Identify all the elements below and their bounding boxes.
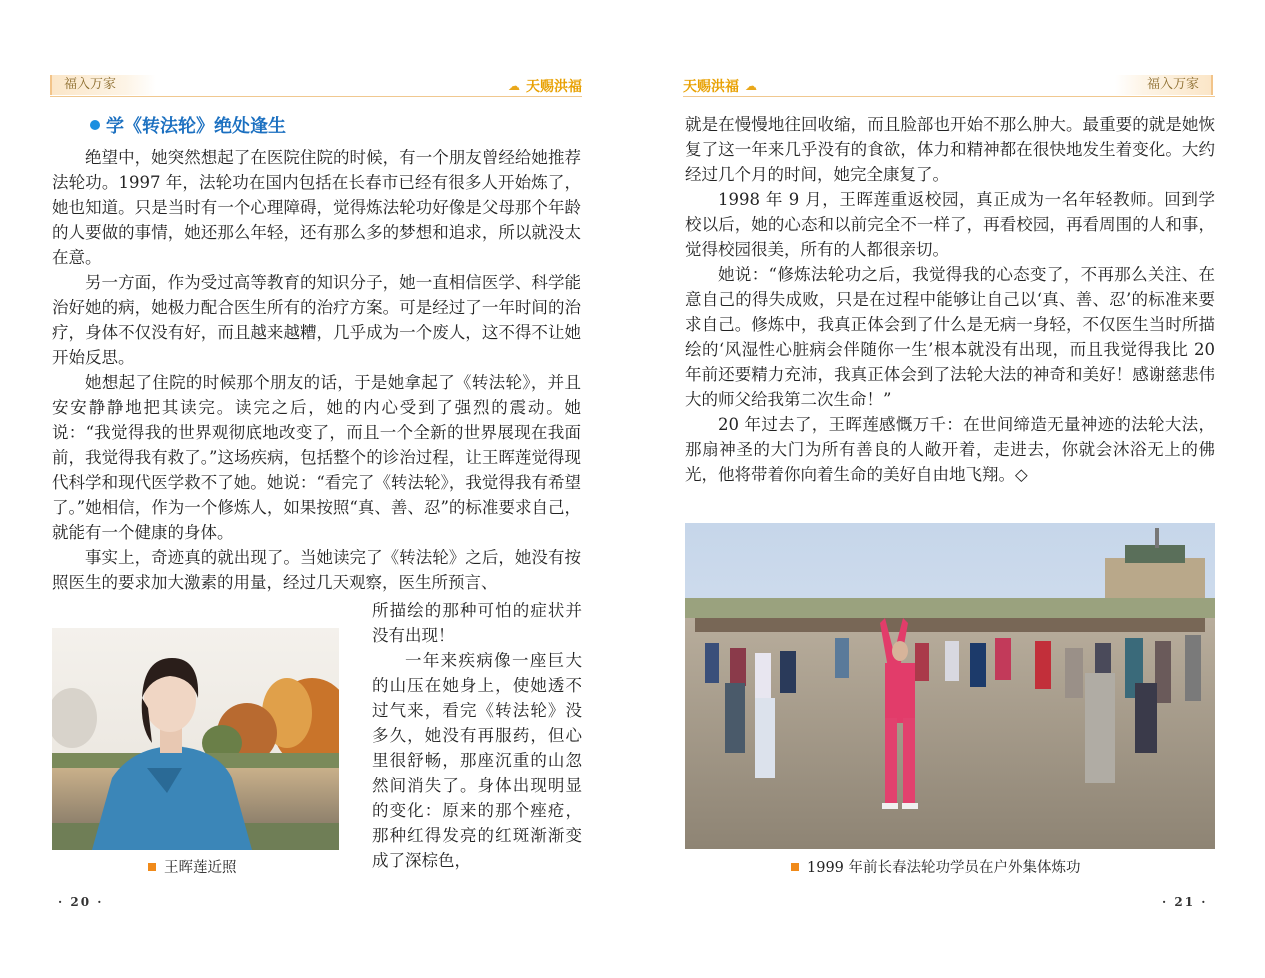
paragraph: 事实上，奇迹真的就出现了。当她读完了《转法轮》之后，她没有按照医生的要求加大激素的用量，经过几天观察，医生所预言、 <box>52 548 581 592</box>
group-exercise-photo-art <box>685 523 1215 849</box>
section-title-text: 学《转法轮》绝处逢生 <box>106 116 286 137</box>
photo-caption <box>148 856 237 877</box>
bullet-icon <box>90 120 100 130</box>
section-title <box>90 112 286 138</box>
header-title-text: 天赐洪福 <box>683 79 739 95</box>
paragraph: 她想起了住院的时候那个朋友的话，于是她拿起了《转法轮》，并且安安静静地把其读完。读完之后，她的内心受到了强烈的震动。她说：“我觉得我的世界观彻底地改变了，而且一个全新的世界展现在我面前，我觉得我有救了。”这场疾病，包括整个的诊治过程，让王晖莲觉得现代科学和现代医学救不了她。她说：“看完了《转法轮》，我觉得我有希望了。”她相信，作为一个修炼人，如果按照“真、善、忍”的标准要求自己，就能有一个健康的身体。 <box>52 373 581 542</box>
paragraph: 她说：“修炼法轮功之后，我觉得我的心态变了，不再那么关注、在意自己的得失成败，只是在过程中能够让自己以‘真、善、忍’的标准来要求自己。修炼中，我真正体会到了什么是无病一身轻，不仅医生当时所描绘的‘风湿性心脏病会伴随你一生’根本就没有出现，而且我觉得我比 20 年前还要精力充沛，我真正体会到了法轮大法的神奇和美好！感谢慈悲伟大的师父给我第二次生命！” <box>685 265 1215 409</box>
right-page <box>633 0 1265 978</box>
paragraph: 就是在慢慢地往回收缩，而且脸部也开始不那么肿大。最重要的就是她恢复了这一年来几乎没有的食欲，体力和精神都在很快地发生着变化。大约经过几个月的时间，她完全康复了。 <box>685 115 1215 184</box>
paragraph: 绝望中，她突然想起了在医院住院的时候，有一个朋友曾经给她推荐法轮功。1997 年，法轮功在国内包括在长春市已经有很多人开始炼了，她也知道。只是当时有一个心理障碍，觉得炼法轮功好像是父母那个年龄的人要做的事情，她还那么年轻，还有那么多的梦想和追求，所以就没太在意。 <box>52 148 581 267</box>
paragraph: 1998 年 9 月，王晖莲重返校园，真正成为一名年轻教师。回到学校以后，她的心态和以前完全不一样了，再看校园，再看周围的人和事，觉得校园很美，所有的人都很亲切。 <box>685 190 1215 259</box>
cloud-ornament-icon: ☁ <box>745 79 757 93</box>
header-divider <box>683 96 1215 97</box>
paragraph: 另一方面，作为受过高等教育的知识分子，她一直相信医学、科学能治好她的病，她极力配合医生所有的治疗方案。可是经过了一年时间的治疗，身体不仅没有好，而且越来越糟，几乎成为一个废人，这不得不让她开始反思。 <box>52 273 581 367</box>
body-text <box>52 145 581 595</box>
paragraph: 20 年过去了，王晖莲感慨万千：在世间缔造无量神迹的法轮大法，那扇神圣的大门为所有善良的人敞开着，走进去，你就会沐浴无上的佛光，他将带着你向着生命的美好自由地飞翔。◇ <box>685 415 1215 484</box>
header-title <box>683 76 757 96</box>
header-tab: 福入万家 <box>50 75 156 95</box>
header-divider <box>50 96 582 97</box>
header-title-text: 天赐洪福 <box>526 79 582 95</box>
header-title <box>508 76 582 96</box>
paragraph: 所描绘的那种可怕的症状并没有出现！ <box>372 601 582 645</box>
photo-caption-text: 王晖莲近照 <box>164 860 237 876</box>
photo-caption-text: 1999 年前长春法轮功学员在户外集体炼功 <box>807 860 1081 876</box>
square-bullet-icon <box>148 863 156 871</box>
portrait-photo-art <box>52 628 339 850</box>
group-exercise-photo <box>685 523 1215 849</box>
header-tab: 福入万家 <box>1115 75 1213 95</box>
cloud-ornament-icon: ☁ <box>508 79 520 93</box>
portrait-photo <box>52 628 339 850</box>
page-number: · 21 · <box>1162 895 1208 909</box>
square-bullet-icon <box>791 863 799 871</box>
paragraph: 一年来疾病像一座巨大的山压在她身上，使她透不过气来，看完《转法轮》没多久，她没有再服药，但心里很舒畅，那座沉重的山忽然间消失了。身体出现明显的变化：原来的那个痤疮，那种红得发亮的红斑渐渐变成了深棕色， <box>372 651 582 870</box>
photo-caption <box>791 856 1081 877</box>
left-page <box>0 0 632 978</box>
wrap-text <box>372 598 582 873</box>
body-text <box>685 112 1215 487</box>
page-number: · 20 · <box>58 895 104 909</box>
